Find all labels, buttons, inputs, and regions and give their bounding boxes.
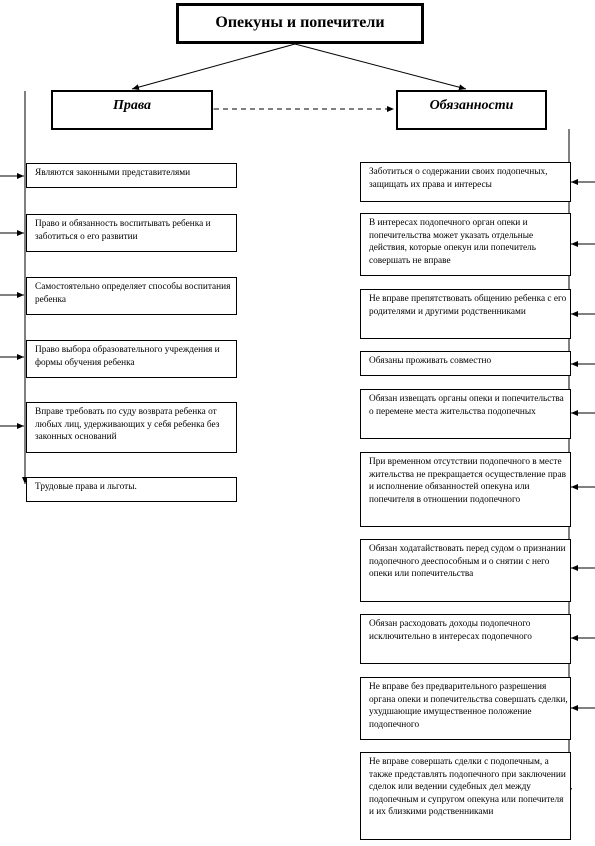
- duties-item: Не вправе препятствовать общению ребенка с его родителями и другими родственниками: [360, 289, 571, 339]
- rights-item: Право и обязанность воспитывать ребенка и заботиться о его развитии: [26, 214, 237, 252]
- duties-item: В интересах подопечного орган опеки и попечительства может указать отдельные действия, которые опекун или попечитель совершать не вправе: [360, 213, 571, 276]
- duties-item: Заботиться о содержании своих подопечных, защищать их права и интересы: [360, 162, 571, 202]
- duties-item: Обязаны проживать совместно: [360, 351, 571, 376]
- duties-item: Не вправе без предварительного разрешения органа опеки и попечительства совершать сделки, ухудшающие имущественное положение подопечного: [360, 677, 571, 740]
- duties-item: Не вправе совершать сделки с подопечным, а также представлять подопечного при заключении сделок или ведении судебных дел между подопечным и супругом опекуна или попечителя и их близкими родственниками: [360, 752, 571, 840]
- duties-item: При временном отсутствии подопечного в месте жительства не прекращается осуществление прав и исполнение обязанностей опекуна или попечителя в отношении подопечного: [360, 452, 571, 527]
- duties-item: Обязан ходатайствовать перед судом о признании подопечного дееспособным и о снятии с него опеки или попечительства: [360, 539, 571, 602]
- rights-item: Самостоятельно определяет способы воспитания ребенка: [26, 277, 237, 315]
- duties-item: Обязан извещать органы опеки и попечительства о перемене места жительства подопечных: [360, 389, 571, 439]
- diagram-title: Опекуны и попечители: [176, 3, 424, 44]
- arrow-title-to-rights: [132, 44, 295, 89]
- rights-header: Права: [51, 90, 213, 130]
- rights-item: Вправе требовать по суду возврата ребенка от любых лиц, удерживающих у себя ребенка без законных оснований: [26, 402, 237, 453]
- rights-item: Трудовые права и льготы.: [26, 477, 237, 502]
- arrow-title-to-duties: [295, 44, 466, 89]
- rights-item: Право выбора образовательного учреждения и формы обучения ребенка: [26, 340, 237, 378]
- duties-header: Обязанности: [396, 90, 547, 130]
- rights-item: Являются законными представителями: [26, 163, 237, 188]
- duties-item: Обязан расходовать доходы подопечного исключительно в интересах подопечного: [360, 614, 571, 664]
